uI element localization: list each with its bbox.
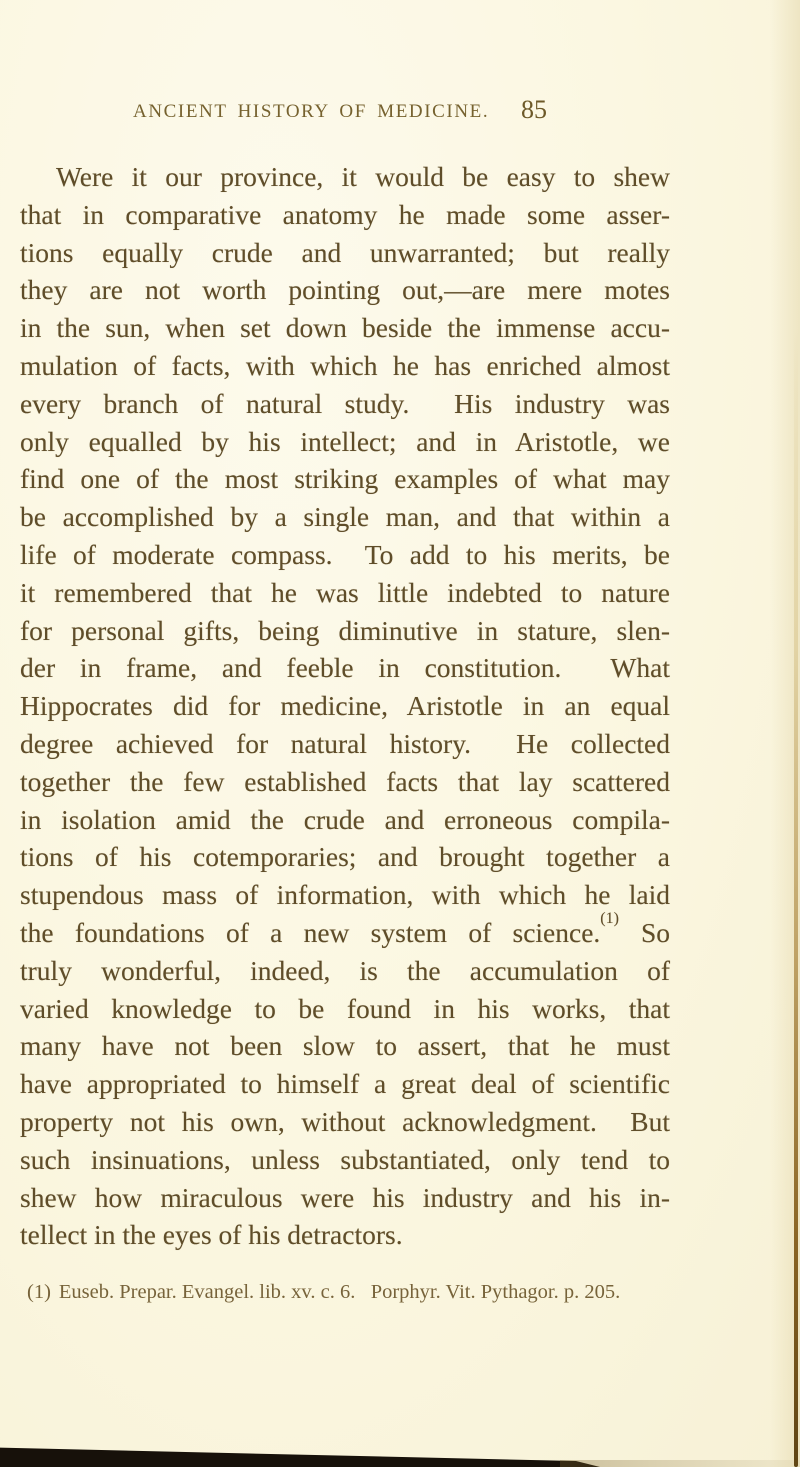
text-line: Hippocrates did for medicine, Aristotle in an equal	[20, 690, 670, 722]
text-line: tions equally crude and unwarranted; but really	[20, 236, 670, 268]
footnote-reference-superscript: (1)	[600, 909, 619, 927]
text-line: der in frame, and feeble in constitution. What	[20, 652, 670, 684]
text-line: in the sun, when set down beside the immense accu-	[20, 312, 670, 344]
page-number: 85	[521, 95, 547, 124]
text-line: every branch of natural study. His industry was	[20, 387, 670, 419]
text-line: that in comparative anatomy he made some asser-	[20, 198, 670, 230]
text-line: find one of the most striking examples of what may	[20, 463, 670, 495]
text-line: life of moderate compass. To add to his merits, be	[20, 538, 670, 570]
page-edge-line	[794, 330, 798, 1467]
text-segment: So	[640, 916, 670, 948]
running-title: ANCIENT HISTORY OF MEDICINE.	[133, 101, 490, 122]
text-line: it remembered that he was little indebted to nature	[20, 576, 670, 608]
text-segment: the foundations of a new system of science.	[20, 916, 601, 948]
text-line: shew how miraculous were his industry and his in-	[20, 1181, 670, 1213]
footnote-citation: Euseb. Prepar. Evangel. lib. xv. c. 6. Porphyr. Vit. Pythagor. p. 205.	[58, 1281, 621, 1303]
text-line: for personal gifts, being diminutive in stature, slen-	[20, 614, 670, 646]
text-line	[20, 909, 670, 952]
text-line: such insinuations, unless substantiated, only tend to	[20, 1143, 670, 1175]
text-line: stupendous mass of information, with which he laid	[20, 879, 670, 911]
text-line: tellect in the eyes of his detractors.	[20, 1219, 403, 1251]
text-line: only equalled by his intellect; and in Aristotle, we	[20, 425, 670, 457]
text-line: Were it our province, it would be easy to shew	[56, 161, 670, 192]
text-line: truly wonderful, indeed, is the accumulation of	[20, 954, 670, 986]
scan-edge-smudge	[560, 1460, 800, 1467]
text-line: many have not been slow to assert, that he must	[20, 1030, 670, 1062]
text-line: degree achieved for natural history. He collected	[20, 727, 670, 759]
text-line: they are not worth pointing out,—are mere motes	[20, 274, 670, 306]
text-line: have appropriated to himself a great deal of scientific	[20, 1068, 670, 1100]
text-line: varied knowledge to be found in his works, that	[20, 992, 670, 1024]
text-line: in isolation amid the crude and erroneous compila-	[20, 803, 670, 835]
scan-dark-band	[0, 1444, 600, 1467]
footnote-marker: (1)	[27, 1281, 51, 1303]
text-line: together the few established facts that lay scattered	[20, 765, 670, 797]
body-text	[20, 158, 670, 1254]
footnote	[27, 1281, 687, 1304]
text-line: tions of his cotemporaries; and brought together a	[20, 841, 670, 873]
text-line: mulation of facts, with which he has enriched almost	[20, 349, 670, 381]
text-line: be accomplished by a single man, and that within a	[20, 501, 670, 533]
text-line: property not his own, without acknowledgment. But	[20, 1105, 670, 1137]
